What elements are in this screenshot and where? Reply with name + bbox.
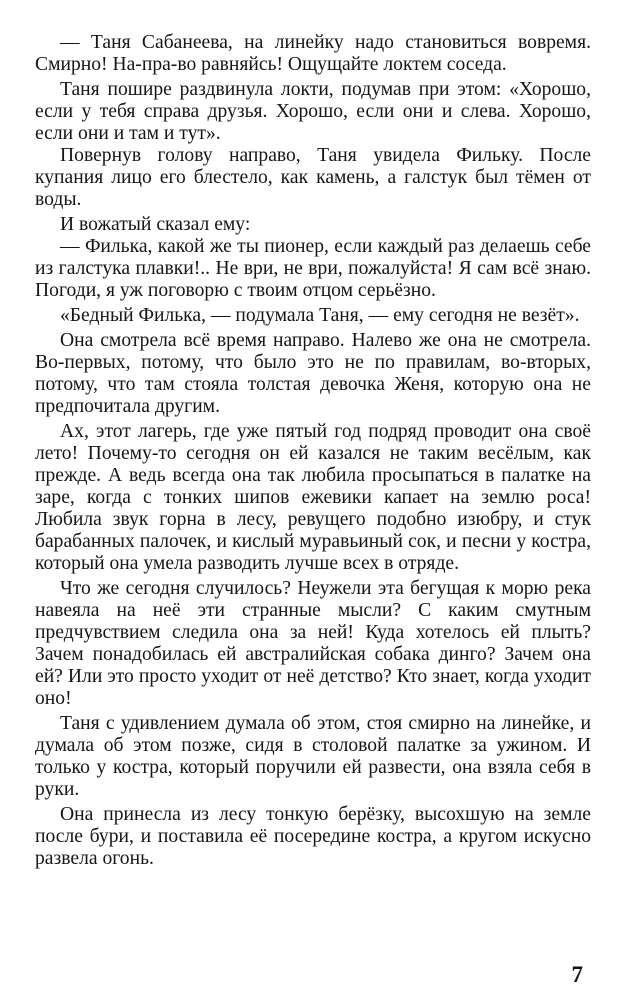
paragraph: Что же сегодня случилось? Неужели эта бегущая к морю река навеяла на неё эти странные мысли? С каким смутным предчувствием следила она за ней! Куда хотелось ей плыть? Зачем понадобилась ей австралийская собака динго? Зачем она ей? Или это просто уходит от неё детство? Кто знает, когда уходит оно! (35, 578, 591, 709)
paragraph: Таня с удивлением думала об этом, стоя смирно на линейке, и думала об этом позже, сидя в столовой палатке за ужином. И только у костра, который поручили ей развести, она взяла себя в руки. (35, 713, 591, 800)
paragraph: Повернув голову направо, Таня увидела Фильку. После купания лицо его блестело, как камень, а галстук был тёмен от воды. (35, 145, 591, 210)
book-page (35, 32, 591, 992)
paragraph: Она смотрела всё время направо. Налево же она не смотрела. Во-первых, потому, что было это не по правилам, во-вторых, потому, что там стояла толстая девочка Женя, которую она не предпочитала другим. (35, 330, 591, 417)
body-text (35, 32, 591, 870)
paragraph: — Таня Сабанеева, на линейку надо становиться вовремя. Смирно! На-пра-во равняйсь! Ощущайте локтем соседа. (35, 32, 591, 75)
paragraph: И вожатый сказал ему: (60, 214, 251, 235)
paragraph: «Бедный Филька, — подумала Таня, — ему сегодня не везёт». (60, 305, 580, 326)
paragraph: Ах, этот лагерь, где уже пятый год подряд проводит она своё лето! Почему-то сегодня он ей казался не таким весёлым, как прежде. А ведь всегда она так любила просыпаться в палатке на заре, когда с тонких шипов ежевики капает на землю роса! Любила звук горна в лесу, ревущего подобно изюбру, и стук барабанных палочек, и кислый муравьиный сок, и песни у костра, который она умела разводить лучше всех в отряде. (35, 421, 591, 574)
page-number: 7 (571, 962, 583, 987)
paragraph: Таня пошире раздвинула локти, подумав при этом: «Хорошо, если у тебя справа друзья. Хорошо, если они и слева. Хорошо, если они и там и тут». (35, 79, 591, 144)
paragraph: — Филька, какой же ты пионер, если каждый раз делаешь себе из галстука плавки!.. Не ври, не ври, пожалуйста! Я сам всё знаю. Погоди, я уж поговорю с твоим отцом серьёзно. (35, 236, 591, 301)
paragraph: Она принесла из лесу тонкую берёзку, высохшую на земле после бури, и поставила её посередине костра, а кругом искусно развела огонь. (35, 804, 591, 869)
